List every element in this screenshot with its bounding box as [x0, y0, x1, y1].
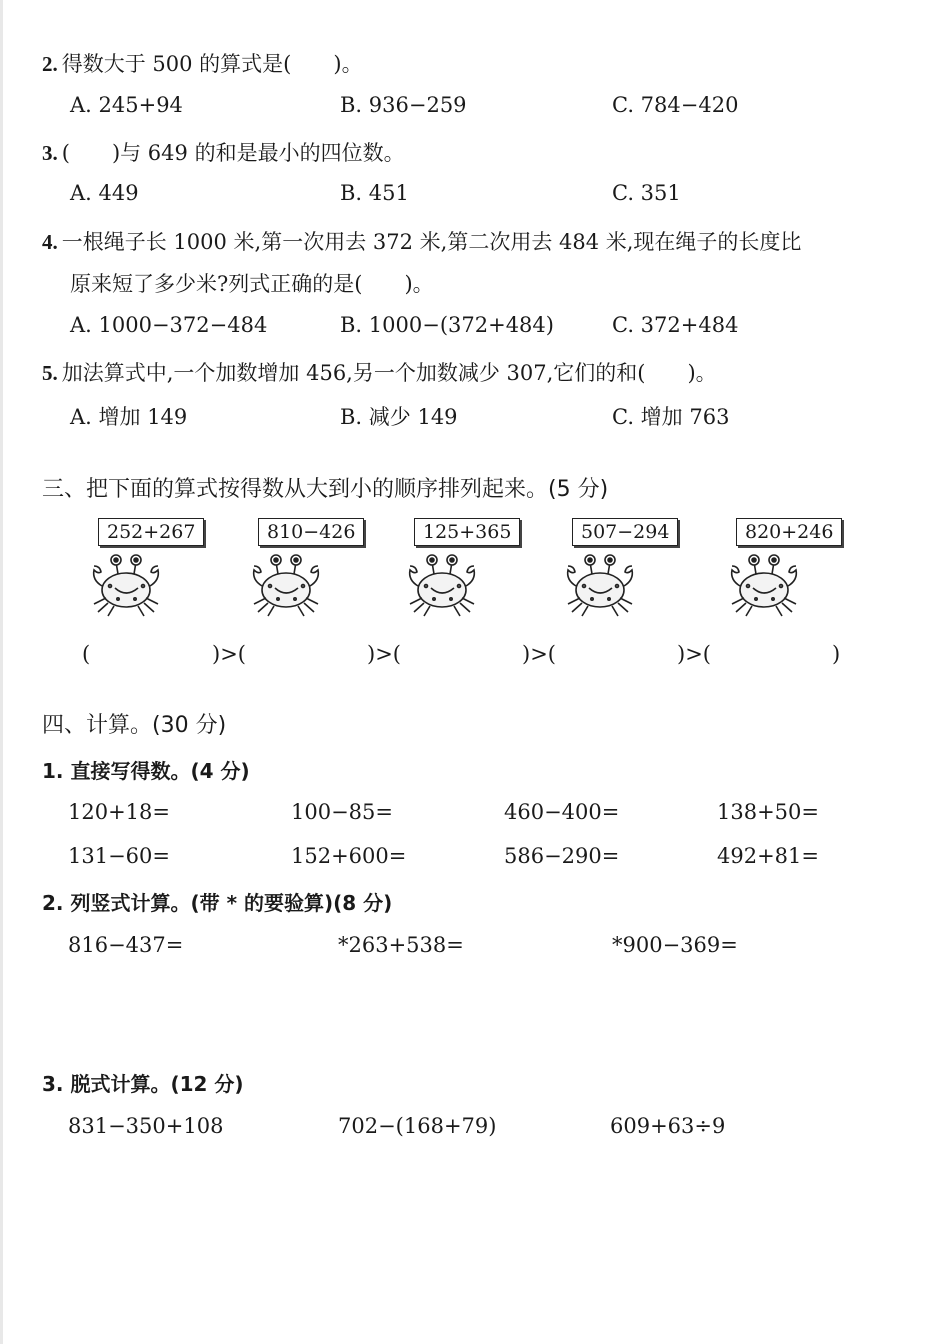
stepwise-calc-item: 831−350+108	[68, 1114, 224, 1138]
option-b: B. 936−259	[340, 93, 467, 117]
calc-item: 152+600=	[291, 844, 407, 868]
crab-icon	[248, 552, 328, 622]
calc-item: 586−290=	[504, 844, 620, 868]
option-c: C. 784−420	[612, 93, 739, 117]
crab-expression-card: 820+246	[736, 518, 842, 546]
part-2-title: 2. 列竖式计算。(带 * 的要验算)(8 分)	[42, 891, 393, 915]
question-2	[42, 48, 363, 78]
part-3-title: 3. 脱式计算。(12 分)	[42, 1072, 244, 1096]
calc-item: 120+18=	[68, 800, 170, 824]
calc-item: 492+81=	[717, 844, 819, 868]
calc-item: 131−60=	[68, 844, 170, 868]
option-c: C. 增加 763	[612, 405, 730, 429]
vertical-calc-item: *900−369=	[612, 933, 738, 957]
calc-item: 100−85=	[291, 800, 393, 824]
option-a: A. 449	[70, 181, 139, 205]
option-a: A. 245+94	[70, 93, 183, 117]
crab-expression-card: 507−294	[572, 518, 678, 546]
vertical-calc-item: *263+538=	[338, 933, 464, 957]
option-b: B. 1000−(372+484)	[340, 313, 554, 337]
order-blank-3: )>(	[367, 642, 401, 666]
calc-item: 138+50=	[717, 800, 819, 824]
option-a: A. 1000−372−484	[70, 313, 268, 337]
crab-icon	[726, 552, 806, 622]
option-c: C. 351	[612, 181, 681, 205]
part-1-title: 1. 直接写得数。(4 分)	[42, 759, 250, 783]
question-number: 4.	[42, 230, 58, 254]
crab-expression-card: 125+365	[414, 518, 520, 546]
option-c: C. 372+484	[612, 313, 739, 337]
question-number: 2.	[42, 52, 58, 76]
vertical-calc-item: 816−437=	[68, 933, 184, 957]
question-stem: 得数大于 500 的算式是( )。	[61, 52, 363, 76]
question-stem: 加法算式中,一个加数增加 456,另一个加数减少 307,它们的和( )。	[61, 361, 717, 385]
calc-item: 460−400=	[504, 800, 620, 824]
order-blank-4: )>(	[522, 642, 556, 666]
crab-expression-card: 252+267	[98, 518, 204, 546]
question-stem: 一根绳子长 1000 米,第一次用去 372 米,第二次用去 484 米,现在绳子的长度比	[61, 230, 802, 254]
section-3-title: 三、把下面的算式按得数从大到小的顺序排列起来。(5 分)	[42, 477, 609, 502]
crab-icon	[88, 552, 168, 622]
question-4-line2: 原来短了多少米?列式正确的是( )。	[70, 272, 434, 296]
question-number: 5.	[42, 361, 58, 385]
question-4	[42, 226, 801, 256]
order-blank-end: )	[832, 642, 841, 666]
question-number: 3.	[42, 141, 58, 165]
stepwise-calc-item: 702−(168+79)	[338, 1114, 497, 1138]
crab-icon	[562, 552, 642, 622]
crab-icon	[404, 552, 484, 622]
order-blank-1: (	[82, 642, 91, 666]
question-stem: ( )与 649 的和是最小的四位数。	[61, 141, 405, 165]
crab-expression-card: 810−426	[258, 518, 364, 546]
option-b: B. 451	[340, 181, 409, 205]
page-edge	[0, 0, 3, 1344]
order-blank-2: )>(	[212, 642, 246, 666]
order-blank-5: )>(	[677, 642, 711, 666]
question-5	[42, 357, 717, 387]
stepwise-calc-item: 609+63÷9	[610, 1114, 726, 1138]
option-b: B. 减少 149	[340, 405, 458, 429]
section-4-title: 四、计算。(30 分)	[42, 713, 227, 738]
question-3	[42, 137, 405, 167]
option-a: A. 增加 149	[70, 405, 188, 429]
